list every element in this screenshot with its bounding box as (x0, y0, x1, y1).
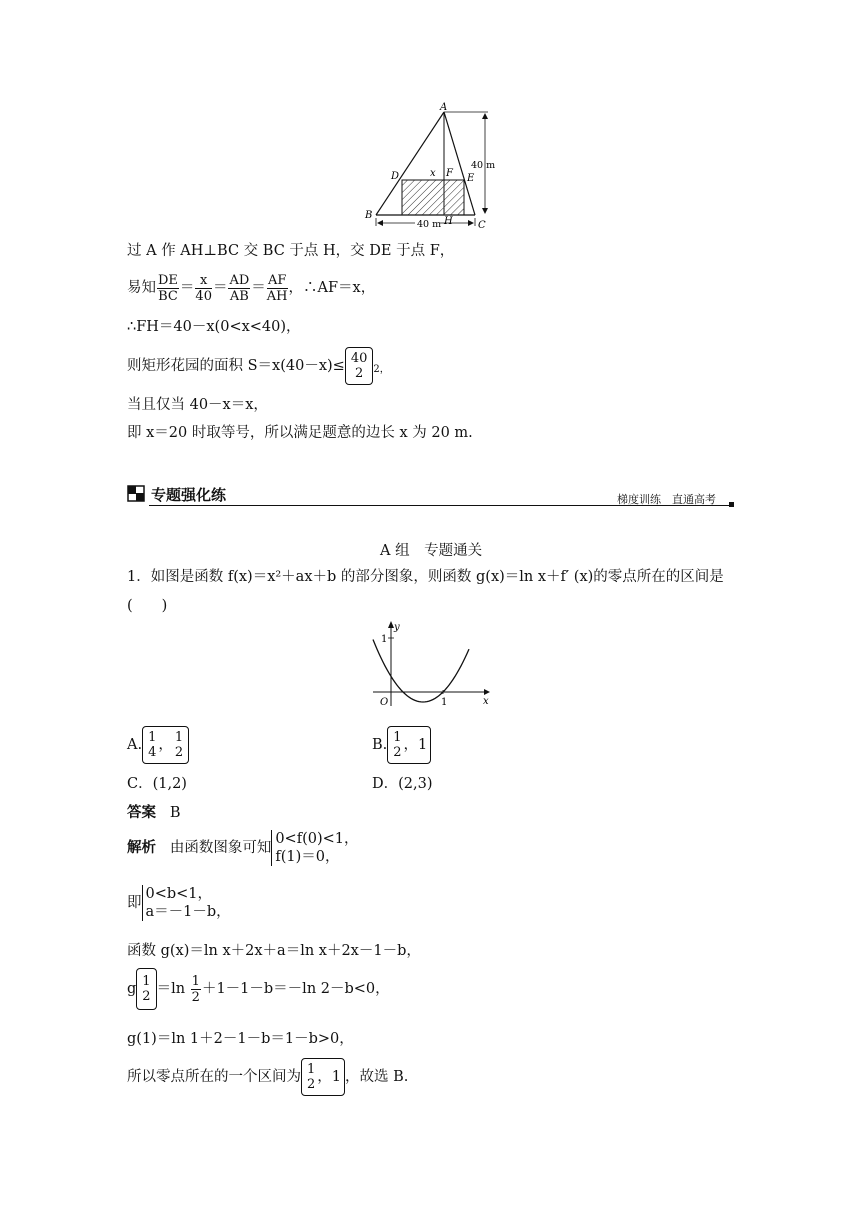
fraction-half (191, 974, 201, 1005)
origin-label: O (380, 697, 389, 708)
denominator: 2 (393, 745, 402, 760)
fraction-40-2 (350, 351, 369, 381)
label-A: A (440, 102, 448, 113)
label-base: 40 m (417, 219, 442, 230)
analysis-line (127, 830, 358, 866)
text-ji: 即 (127, 895, 142, 911)
solution-line-2: 易知 $\frac{DE}{BC}$ ＝ $\frac{x}{40}$ ＝ $\frac{AD}{AB}$ ＝ $\frac{AF}{AH}$ ，∴AF＝x， (127, 272, 376, 304)
system-2 (142, 885, 231, 921)
denominator: 2 (354, 366, 364, 381)
system-1 (271, 830, 358, 866)
fraction (392, 730, 402, 760)
numerator: 1 (307, 1062, 316, 1077)
system-2-line-2: a＝－1－b， (145, 904, 231, 920)
parabola-graph (365, 618, 495, 710)
section-right-text: 梯度训练 直通高考 (617, 493, 716, 506)
fraction (174, 730, 184, 760)
label-C: C (478, 220, 486, 231)
text-square: 2， (373, 364, 390, 375)
value: 1 (418, 737, 428, 753)
label-B: B (365, 210, 373, 221)
analysis-text: 由函数图象可知 (169, 840, 272, 856)
option-b-interval: 1 2 ，1 (387, 726, 431, 764)
option-d[interactable]: D．(2,3) (372, 776, 433, 792)
denominator: AB (229, 288, 249, 304)
fraction (141, 974, 151, 1004)
numerator: 1 (142, 974, 151, 989)
option-a-interval: 1 4 ， 1 2 (142, 726, 189, 764)
label-D: D (391, 171, 400, 182)
text-final-prefix: 所以零点所在的一个区间为 (127, 1069, 301, 1085)
denominator: 2 (142, 989, 151, 1004)
text-ln: ＝ln (156, 981, 190, 997)
text-yizhi: 易知 (127, 280, 156, 296)
tick-y-1: 1 (381, 634, 388, 645)
numerator: AF (267, 272, 287, 288)
numerator: 1 (191, 973, 200, 989)
triangle-figure (360, 100, 500, 235)
system-2-line-1: 0<b<1， (145, 886, 213, 902)
answer-line (127, 801, 180, 822)
denominator: AH (266, 288, 288, 304)
denominator: BC (158, 288, 178, 304)
tick-x-1: 1 (441, 697, 448, 708)
answer-label: 答案 (127, 805, 156, 821)
text-result: ＋1－1－b＝－ln 2－b<0， (201, 981, 390, 997)
divider-end-square (729, 502, 734, 507)
option-b-label: B. (372, 737, 388, 753)
numerator: DE (158, 272, 178, 288)
fraction (147, 730, 157, 760)
paren-half (136, 968, 156, 1010)
solution-line-3: ∴FH＝40－x(0<x<40)， (127, 319, 301, 335)
y-axis-label: y (394, 622, 400, 633)
g-definition-line: 函数 g(x)＝ln x＋2x＋a＝ln x＋2x－1－b， (127, 943, 421, 959)
label-height: 40 m (471, 160, 496, 171)
ji-line (127, 885, 231, 921)
x-axis-label: x (483, 696, 489, 707)
solution-line-6: 即 x＝20 时取等号，所以满足题意的边长 x 为 20 m. (127, 425, 473, 441)
fraction-x-40 (195, 273, 212, 304)
label-H: H (444, 216, 453, 227)
label-E: E (467, 173, 475, 184)
text-area: 则矩形花园的面积 S＝x(40－x)≤ (127, 358, 345, 374)
numerator: AD (229, 272, 250, 288)
numerator: 1 (174, 730, 184, 745)
numerator: x (195, 273, 212, 289)
denominator: 2 (174, 745, 184, 760)
option-a[interactable] (127, 726, 189, 764)
system-1-line-2: f(1)＝0， (275, 849, 340, 865)
question-stem-line-1: 1．如图是函数 f(x)＝x²＋ax＋b 的部分图象，则函数 g(x)＝ln x＋f′ (x)的零点所在的区间是 (127, 569, 724, 585)
solution-line-4 (127, 347, 390, 383)
solution-line-1: 过 A 作 AH⊥BC 交 BC 于点 H，交 DE 于点 F， (127, 243, 455, 259)
denominator: 2 (191, 989, 200, 1005)
solution-line-5: 当且仅当 40－x＝x， (127, 397, 268, 413)
question-stem-line-2: ( ) (127, 598, 168, 614)
option-a-label: A. (127, 737, 143, 753)
fraction-ad-ab (228, 273, 250, 304)
fraction-af-ah (267, 273, 288, 304)
section-title: 专题强化练 (151, 486, 227, 504)
paren-40-over-2 (345, 347, 374, 385)
label-F: F (446, 168, 453, 179)
label-x: x (430, 168, 436, 179)
system-1-line-1: 0<f(0)<1， (275, 831, 359, 847)
fraction (306, 1062, 316, 1092)
final-interval: 1 2 ，1 (301, 1058, 345, 1096)
value: 1 (331, 1069, 342, 1085)
numerator: 1 (393, 730, 402, 745)
text-final-suffix: ，故选 B. (345, 1069, 409, 1085)
g-symbol: g (127, 981, 137, 997)
fraction-de-bc (157, 273, 179, 304)
option-b[interactable] (372, 726, 431, 764)
g-half-line (127, 968, 390, 1010)
group-title: A 组 专题通关 (380, 543, 483, 559)
section-header (127, 482, 733, 510)
section-square-icon (127, 485, 147, 503)
denominator: 4 (148, 745, 157, 760)
final-line (127, 1058, 408, 1096)
g-one-line: g(1)＝ln 1＋2－1－b＝1－b>0， (127, 1031, 354, 1047)
numerator: 40 (350, 351, 368, 366)
text-af-eq-x: ，∴AF＝x， (288, 280, 376, 296)
option-c[interactable]: C．(1,2) (127, 776, 187, 792)
analysis-label: 解析 (127, 840, 156, 856)
numerator: 1 (148, 730, 157, 745)
answer-value: B (169, 805, 181, 821)
denominator: 40 (195, 288, 212, 304)
denominator: 2 (307, 1077, 316, 1092)
